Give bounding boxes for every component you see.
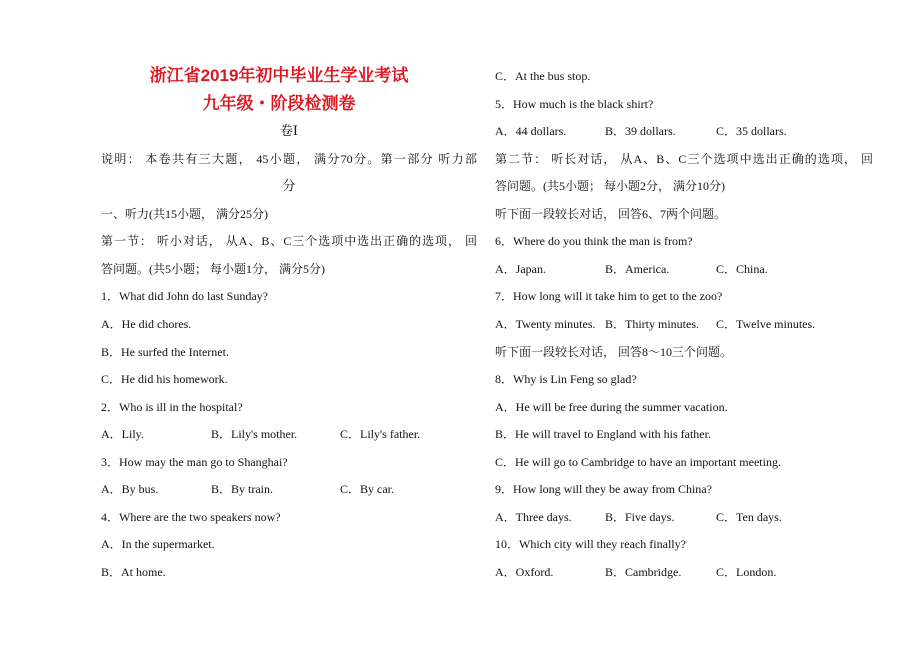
answer-option: C．Lily's father. xyxy=(340,427,421,442)
text-line: 7．How long will it take him to get to the zoo? xyxy=(495,289,723,304)
text-line: 答问题。(共5小题； 每小题1分， 满分5分) xyxy=(101,261,325,276)
answer-options xyxy=(495,123,873,139)
answer-option: B．Cambridge. xyxy=(605,564,682,579)
exam-title: 浙江省2019年初中毕业生学业考试 xyxy=(149,66,409,85)
answer-option: A．Oxford. xyxy=(495,564,554,579)
answer-option: B．By train. xyxy=(211,482,273,497)
answer-option: B．39 dollars. xyxy=(605,124,676,139)
answer-option: C．35 dollars. xyxy=(716,124,787,139)
answer-option: C．By car. xyxy=(340,482,394,497)
answer-option: C．Twelve minutes. xyxy=(716,316,816,331)
text-line: 3．How may the man go to Shanghai? xyxy=(101,454,288,469)
answer-option: C．Ten days. xyxy=(716,509,782,524)
text-line: 10．Which city will they reach finally? xyxy=(495,537,686,552)
left-column xyxy=(101,0,477,650)
answer-options xyxy=(495,509,873,525)
answer-option: B．Lily's mother. xyxy=(211,427,298,442)
text-line: A．He will be free during the summer vacation. xyxy=(495,399,728,414)
answer-option: A．Japan. xyxy=(495,261,546,276)
answer-option: C．London. xyxy=(716,564,777,579)
text-line: 2．Who is ill in the hospital? xyxy=(101,399,243,414)
text-line: 第二节： 听长对话， 从A、B、C三个选项中选出正确的选项， 回 xyxy=(495,151,873,166)
text-line: 6．Where do you think the man is from? xyxy=(495,234,693,249)
text-line: 5．How much is the black shirt? xyxy=(495,96,654,111)
text-line: 第一节： 听小对话， 从A、B、C三个选项中选出正确的选项， 回 xyxy=(101,234,477,249)
text-line: 9．How long will they be away from China? xyxy=(495,482,712,497)
text-line: A．He did chores. xyxy=(101,316,192,331)
answer-option: A．By bus. xyxy=(101,482,159,497)
text-line: B．He surfed the Internet. xyxy=(101,344,229,359)
text-line: C．He will go to Cambridge to have an important meeting. xyxy=(495,454,781,469)
answer-options xyxy=(495,261,873,277)
text-line: 说明： 本卷共有三大题， 45小题， 满分70分。第一部分 听力部 xyxy=(101,151,477,166)
answer-options xyxy=(101,426,477,442)
answer-option: C．China. xyxy=(716,261,768,276)
answer-option: A．Twenty minutes. xyxy=(495,316,596,331)
section-heading: 卷Ⅰ xyxy=(279,123,299,139)
answer-option: B．Thirty minutes. xyxy=(605,316,699,331)
answer-option: B．Five days. xyxy=(605,509,675,524)
exam-title: 九年级・阶段检测卷 xyxy=(202,93,356,113)
text-line: 听下面一段较长对话， 回答8～10三个问题。 xyxy=(495,344,733,359)
text-line: 听下面一段较长对话， 回答6、7两个问题。 xyxy=(495,206,727,221)
text-line: 1．What did John do last Sunday? xyxy=(101,289,268,304)
text-line: B．At home. xyxy=(101,564,166,579)
answer-option: A．44 dollars. xyxy=(495,124,567,139)
text-line: 答问题。(共5小题； 每小题2分， 满分10分) xyxy=(495,179,725,194)
right-column xyxy=(495,0,873,650)
text-line: C．He did his homework. xyxy=(101,372,228,387)
answer-options xyxy=(495,564,873,580)
text-line: 一、听力(共15小题， 满分25分) xyxy=(101,206,268,221)
text-line: 4．Where are the two speakers now? xyxy=(101,509,281,524)
answer-options xyxy=(495,316,873,332)
answer-options xyxy=(101,481,477,497)
text-line: B．He will travel to England with his father. xyxy=(495,427,711,442)
answer-option: A．Lily. xyxy=(101,427,144,442)
text-line: C．At the bus stop. xyxy=(495,69,591,83)
section-heading: 分 xyxy=(282,178,296,194)
text-line: A．In the supermarket. xyxy=(101,537,215,552)
text-line: 8．Why is Lin Feng so glad? xyxy=(495,372,637,387)
answer-option: B．America. xyxy=(605,261,670,276)
answer-option: A．Three days. xyxy=(495,509,572,524)
